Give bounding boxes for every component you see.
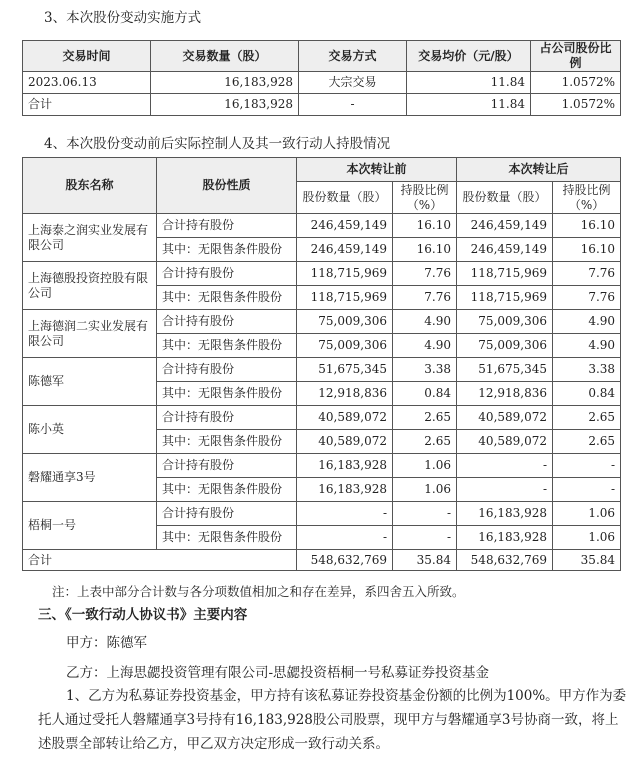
shares-after: - <box>457 454 553 478</box>
share-nature: 其中：无限售条件股份 <box>157 238 297 262</box>
ratio-before: 4.90 <box>393 310 457 334</box>
column-header: 股份数量（股） <box>297 182 393 214</box>
shares-after: 75,009,306 <box>457 334 553 358</box>
share-nature: 其中：无限售条件股份 <box>157 382 297 406</box>
shares-after: - <box>457 478 553 502</box>
ratio-after: 1.06 <box>553 502 621 526</box>
share-nature: 其中：无限售条件股份 <box>157 478 297 502</box>
total-row <box>23 550 621 571</box>
share-nature: 合计持有股份 <box>157 502 297 526</box>
shares-before: 16,183,928 <box>297 478 393 502</box>
shares-after: 118,715,969 <box>457 262 553 286</box>
table-cell: 16,183,928 <box>151 94 299 116</box>
shares-before: 118,715,969 <box>297 262 393 286</box>
clause-1: 1、乙方为私募证券投资基金，甲方持有该私募证券投资基金份额的比例为100%。甲方作为委托人通过受托人磐耀通享3号持有16,183,928股公司股票，现甲方与磐耀通享3号协商一致，将上述股票全部转让给乙方，甲乙双方决定形成一致行动关系。 <box>38 688 627 752</box>
shares-before: 40,589,072 <box>297 430 393 454</box>
table-row <box>23 262 621 286</box>
ratio-before: 16.10 <box>393 238 457 262</box>
table-cell: 1.0572% <box>531 94 621 116</box>
share-nature: 合计持有股份 <box>157 262 297 286</box>
shares-before: 75,009,306 <box>297 334 393 358</box>
share-nature: 其中：无限售条件股份 <box>157 334 297 358</box>
column-header: 股份数量（股） <box>457 182 553 214</box>
table-row <box>23 454 621 478</box>
table-cell: 大宗交易 <box>299 72 407 94</box>
ratio-before: - <box>393 526 457 550</box>
table-cell: - <box>299 94 407 116</box>
section-4-title: 4、本次股份变动前后实际控制人及其一致行动人持股情况 <box>44 136 391 152</box>
column-header: 交易均价（元/股） <box>407 41 531 72</box>
table-cell: 11.84 <box>407 72 531 94</box>
shares-after: 75,009,306 <box>457 310 553 334</box>
table-note: 注：上表中部分合计数与各分项数值相加之和存在差异，系四舍五入所致。 <box>52 584 465 599</box>
table-cell: 16,183,928 <box>151 72 299 94</box>
table-header-row <box>23 158 621 182</box>
total-shares-after: 548,632,769 <box>457 550 553 571</box>
table-row <box>23 310 621 334</box>
shares-after: 40,589,072 <box>457 406 553 430</box>
share-nature: 其中：无限售条件股份 <box>157 286 297 310</box>
shares-before: 51,675,345 <box>297 358 393 382</box>
column-header-before: 本次转让前 <box>297 158 457 182</box>
holder-name: 梧桐一号 <box>23 502 157 550</box>
shares-after: 16,183,928 <box>457 502 553 526</box>
ratio-before: 16.10 <box>393 214 457 238</box>
table-row <box>23 72 621 94</box>
column-header: 持股比例（%） <box>393 182 457 214</box>
party-a: 甲方：陈德军 <box>66 635 147 651</box>
holder-name: 磐耀通享3号 <box>23 454 157 502</box>
shares-after: 40,589,072 <box>457 430 553 454</box>
shares-before: 246,459,149 <box>297 214 393 238</box>
shares-before: - <box>297 502 393 526</box>
holding-table <box>22 157 621 571</box>
table-row <box>23 502 621 526</box>
table-row <box>23 406 621 430</box>
ratio-before: 4.90 <box>393 334 457 358</box>
table-cell: 1.0572% <box>531 72 621 94</box>
shares-after: 12,918,836 <box>457 382 553 406</box>
column-header: 持股比例（%） <box>553 182 621 214</box>
ratio-after: 3.38 <box>553 358 621 382</box>
ratio-after: 16.10 <box>553 238 621 262</box>
shares-before: 118,715,969 <box>297 286 393 310</box>
ratio-after: 4.90 <box>553 334 621 358</box>
column-header: 占公司股份比例 <box>531 41 621 72</box>
shares-before: - <box>297 526 393 550</box>
table-header-row <box>23 41 621 72</box>
column-header-nature: 股份性质 <box>157 158 297 214</box>
ratio-after: - <box>553 454 621 478</box>
ratio-after: 0.84 <box>553 382 621 406</box>
total-shares-before: 548,632,769 <box>297 550 393 571</box>
column-header-after: 本次转让后 <box>457 158 621 182</box>
ratio-after: 7.76 <box>553 262 621 286</box>
ratio-before: 7.76 <box>393 262 457 286</box>
ratio-before: 1.06 <box>393 454 457 478</box>
holder-name: 上海泰之润实业发展有限公司 <box>23 214 157 262</box>
table-row <box>23 358 621 382</box>
ratio-before: 7.76 <box>393 286 457 310</box>
share-nature: 合计持有股份 <box>157 358 297 382</box>
table-cell: 2023.06.13 <box>23 72 151 94</box>
ratio-before: 1.06 <box>393 478 457 502</box>
shares-before: 12,918,836 <box>297 382 393 406</box>
shares-before: 40,589,072 <box>297 406 393 430</box>
shares-after: 16,183,928 <box>457 526 553 550</box>
ratio-before: 2.65 <box>393 430 457 454</box>
ratio-after: 4.90 <box>553 310 621 334</box>
table-row <box>23 214 621 238</box>
ratio-after: 16.10 <box>553 214 621 238</box>
shares-after: 246,459,149 <box>457 238 553 262</box>
table-cell: 合计 <box>23 94 151 116</box>
holder-name: 陈德军 <box>23 358 157 406</box>
total-ratio-after: 35.84 <box>553 550 621 571</box>
column-header: 交易数量（股） <box>151 41 299 72</box>
share-nature: 其中：无限售条件股份 <box>157 526 297 550</box>
shares-after: 246,459,149 <box>457 214 553 238</box>
holder-name: 上海德润二实业发展有限公司 <box>23 310 157 358</box>
shares-before: 16,183,928 <box>297 454 393 478</box>
ratio-after: 2.65 <box>553 406 621 430</box>
shares-after: 51,675,345 <box>457 358 553 382</box>
share-nature: 合计持有股份 <box>157 310 297 334</box>
ratio-before: - <box>393 502 457 526</box>
total-ratio-before: 35.84 <box>393 550 457 571</box>
ratio-after: 1.06 <box>553 526 621 550</box>
column-header: 交易方式 <box>299 41 407 72</box>
table-cell: 11.84 <box>407 94 531 116</box>
share-nature: 合计持有股份 <box>157 454 297 478</box>
ratio-before: 0.84 <box>393 382 457 406</box>
party-b: 乙方：上海思勰投资管理有限公司-思勰投资梧桐一号私募证券投资基金 <box>66 665 490 681</box>
transaction-table <box>22 40 621 116</box>
column-header-holder: 股东名称 <box>23 158 157 214</box>
total-label: 合计 <box>23 550 297 571</box>
ratio-before: 3.38 <box>393 358 457 382</box>
share-nature: 合计持有股份 <box>157 406 297 430</box>
ratio-after: 7.76 <box>553 286 621 310</box>
ratio-before: 2.65 <box>393 406 457 430</box>
shares-before: 75,009,306 <box>297 310 393 334</box>
agreement-title: 三、《一致行动人协议书》主要内容 <box>38 607 248 623</box>
shares-before: 246,459,149 <box>297 238 393 262</box>
holder-name: 陈小英 <box>23 406 157 454</box>
table-row <box>23 94 621 116</box>
section-3-title: 3、本次股份变动实施方式 <box>44 10 202 26</box>
share-nature: 其中：无限售条件股份 <box>157 430 297 454</box>
ratio-after: - <box>553 478 621 502</box>
column-header: 交易时间 <box>23 41 151 72</box>
holder-name: 上海德殷投资控股有限公司 <box>23 262 157 310</box>
share-nature: 合计持有股份 <box>157 214 297 238</box>
ratio-after: 2.65 <box>553 430 621 454</box>
shares-after: 118,715,969 <box>457 286 553 310</box>
